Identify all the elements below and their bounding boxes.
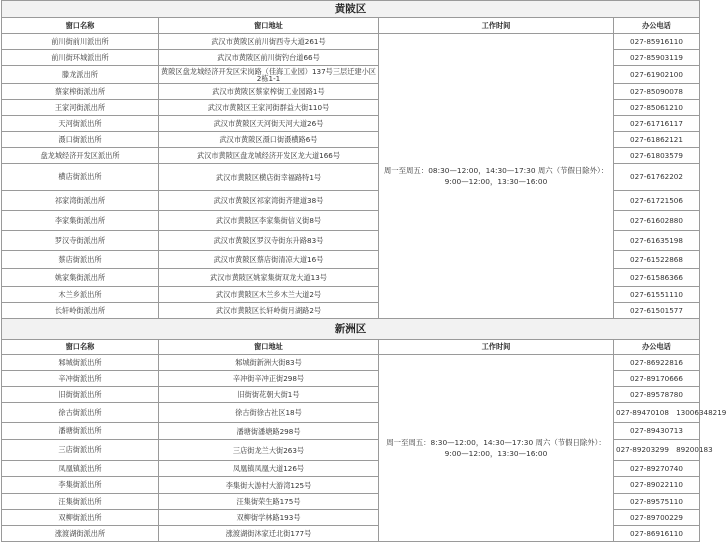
- window-name-cell: 长轩岭街派出所: [2, 303, 159, 319]
- window-name-cell: 李家集街派出所: [2, 211, 159, 231]
- working-hours-cell: 周一至周五：8:30—12:00，14:30—17:30 周六（节假日除外）：9:00—12:00，13:30—16:00: [379, 355, 614, 542]
- directory-table-body: [2, 1, 726, 542]
- window-name-cell: 潘塘街派出所: [2, 423, 159, 440]
- window-address-cell: 汪集街荣生路175号: [159, 494, 379, 510]
- working-hours-cell: 周一至周五：08:30—12:00，14:30—17:30 周六（节假日除外）：9:00—12:00，13:30—16:00: [379, 34, 614, 319]
- header-office-phone: 办公电话: [614, 18, 700, 34]
- header-window-address: 窗口地址: [159, 18, 379, 34]
- window-name-cell: 王家河街派出所: [2, 100, 159, 116]
- window-address-cell: 凤凰镇凤凰大道126号: [159, 461, 379, 477]
- window-address-cell: 武汉市黄陂区盘龙城经济开发区龙大道166号: [159, 148, 379, 164]
- window-address-cell: 辛冲街辛冲正街298号: [159, 371, 379, 387]
- office-phone-cell: 027-89430713: [614, 423, 700, 440]
- office-phone-cell: 027-61602880: [614, 211, 700, 231]
- window-name-cell: 三店街派出所: [2, 440, 159, 461]
- office-phone-cell: 027-89470108 13006348219: [614, 403, 700, 423]
- office-phone-cell: 027-89700229: [614, 510, 700, 526]
- window-name-cell: 旧街街派出所: [2, 387, 159, 403]
- window-address-cell: 武汉市黄陂区蔡店街清凉大道16号: [159, 251, 379, 269]
- office-phone-cell: 027-89578780: [614, 387, 700, 403]
- header-working-hours: 工作时间: [379, 18, 614, 34]
- window-name-cell: 前川街前川派出所: [2, 34, 159, 50]
- window-address-cell: 邾城街新洲大街83号: [159, 355, 379, 371]
- window-address-cell: 双柳街学林路193号: [159, 510, 379, 526]
- office-phone-cell: 027-89270740: [614, 461, 700, 477]
- header-office-phone: 办公电话: [614, 340, 700, 355]
- header-window-address: 窗口地址: [159, 340, 379, 355]
- window-address-cell: 武汉市黄陂区木兰乡木兰大道2号: [159, 287, 379, 303]
- district-title: 新洲区: [2, 319, 700, 340]
- office-phone-cell: 027-61551110: [614, 287, 700, 303]
- window-address-cell: 徐古街徐古社区18号: [159, 403, 379, 423]
- office-phone-cell: 027-61501577: [614, 303, 700, 319]
- district-title-row: [2, 1, 700, 18]
- office-phone-cell: 027-89575110: [614, 494, 700, 510]
- window-address-cell: 武汉市黄陂区长轩岭街月湖路2号: [159, 303, 379, 319]
- table-row: [2, 34, 700, 50]
- window-name-cell: 天河街派出所: [2, 116, 159, 132]
- window-address-cell: 武汉市黄陂区前川街西寺大道261号: [159, 34, 379, 50]
- window-name-cell: 邾城街派出所: [2, 355, 159, 371]
- window-name-cell: 盘龙城经济开发区派出所: [2, 148, 159, 164]
- window-address-cell: 三店街龙兰大街263号: [159, 440, 379, 461]
- district-title: 黄陂区: [2, 1, 700, 18]
- window-address-cell: 李集街大游村大游湾125号: [159, 477, 379, 494]
- office-phone-cell: 027-85916110: [614, 34, 700, 50]
- window-name-cell: 姚家集街派出所: [2, 269, 159, 287]
- directory-table: [1, 0, 726, 542]
- office-phone-cell: 027-61716117: [614, 116, 700, 132]
- window-name-cell: 徐古街派出所: [2, 403, 159, 423]
- office-phone-cell: 027-85061210: [614, 100, 700, 116]
- window-address-cell: 武汉市黄陂区蔡家榨街工业园路1号: [159, 84, 379, 100]
- window-address-cell: 武汉市黄陂区前川街钓台道66号: [159, 50, 379, 66]
- office-phone-cell: 027-89170666: [614, 371, 700, 387]
- office-phone-cell: 027-85090078: [614, 84, 700, 100]
- table-row: [2, 355, 700, 371]
- office-phone-cell: 027-61803579: [614, 148, 700, 164]
- window-name-cell: 横店街派出所: [2, 164, 159, 191]
- window-name-cell: 滠口街派出所: [2, 132, 159, 148]
- office-phone-cell: 027-89203299 89200183: [614, 440, 700, 461]
- window-address-cell: 武汉市黄陂区滠口街滠横路6号: [159, 132, 379, 148]
- window-name-cell: 滕龙派出所: [2, 66, 159, 84]
- office-phone-cell: 027-61902100: [614, 66, 700, 84]
- window-name-cell: 木兰乡派出所: [2, 287, 159, 303]
- office-phone-cell: 027-86922816: [614, 355, 700, 371]
- window-name-cell: 祁家湾街派出所: [2, 191, 159, 211]
- window-name-cell: 蔡家榨街派出所: [2, 84, 159, 100]
- window-name-cell: 李集街派出所: [2, 477, 159, 494]
- office-phone-cell: 027-89022110: [614, 477, 700, 494]
- window-address-cell: 武汉市黄陂区祁家湾街齐建道38号: [159, 191, 379, 211]
- window-address-cell: 潘塘街潘塘路298号: [159, 423, 379, 440]
- district-title-row: [2, 319, 700, 340]
- window-address-cell: 武汉市黄陂区李家集街信义街8号: [159, 211, 379, 231]
- header-working-hours: 工作时间: [379, 340, 614, 355]
- window-name-cell: 罗汉寺街派出所: [2, 231, 159, 251]
- column-header-row: [2, 18, 700, 34]
- window-address-cell: 武汉市黄陂区天河街天河大道26号: [159, 116, 379, 132]
- window-name-cell: 涨渡湖街派出所: [2, 526, 159, 542]
- office-phone-cell: 027-61586366: [614, 269, 700, 287]
- header-window-name: 窗口名称: [2, 340, 159, 355]
- office-phone-cell: 027-61635198: [614, 231, 700, 251]
- window-address-cell: 武汉市黄陂区罗汉寺街东升路83号: [159, 231, 379, 251]
- window-name-cell: 辛冲街派出所: [2, 371, 159, 387]
- window-address-cell: 武汉市黄陂区横店街幸福路特1号: [159, 164, 379, 191]
- office-phone-cell: 027-61862121: [614, 132, 700, 148]
- window-name-cell: 双柳街派出所: [2, 510, 159, 526]
- window-address-cell: 涨渡湖街沐家迁北街177号: [159, 526, 379, 542]
- office-phone-cell: 027-85903119: [614, 50, 700, 66]
- office-phone-cell: 027-86916110: [614, 526, 700, 542]
- office-phone-cell: 027-61522868: [614, 251, 700, 269]
- window-address-cell: 旧街街花朝大街1号: [159, 387, 379, 403]
- window-address-cell: 武汉市黄陂区王家河街群益大街110号: [159, 100, 379, 116]
- window-name-cell: 汪集街派出所: [2, 494, 159, 510]
- window-address-cell: 黄陂区盘龙城经济开发区宋岗路（佳海工业园）137号三层迁建小区2栋1-1: [159, 66, 379, 84]
- window-address-cell: 武汉市黄陂区姚家集街双龙大道13号: [159, 269, 379, 287]
- column-header-row: [2, 340, 700, 355]
- office-phone-cell: 027-61721506: [614, 191, 700, 211]
- window-name-cell: 前川街环城派出所: [2, 50, 159, 66]
- header-window-name: 窗口名称: [2, 18, 159, 34]
- window-name-cell: 蔡店街派出所: [2, 251, 159, 269]
- window-name-cell: 凤凰镇派出所: [2, 461, 159, 477]
- office-phone-cell: 027-61762202: [614, 164, 700, 191]
